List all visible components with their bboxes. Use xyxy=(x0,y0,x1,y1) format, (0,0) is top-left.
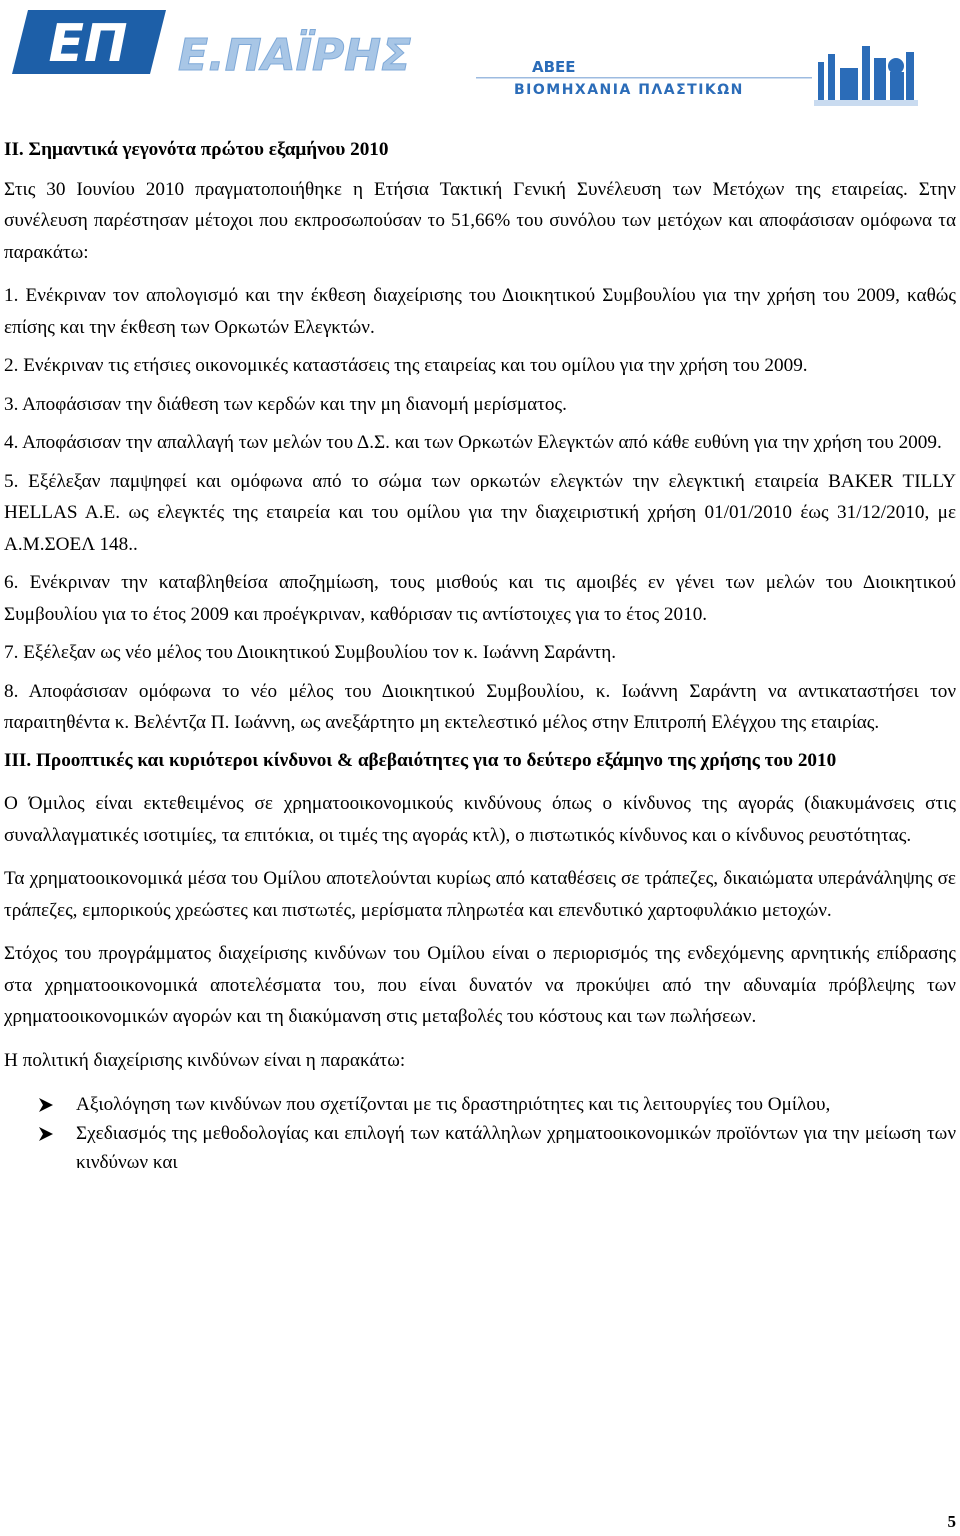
decision-item-1: 1. Ενέκριναν τον απολογισμό και την έκθεση διαχείρισης του Διοικητικού Συμβουλίου για την χρήση του 2009, καθώς επίσης και την έκθεση των Ορκωτών Ελεγκτών. xyxy=(4,285,956,338)
arrow-bullet-icon xyxy=(38,1097,54,1113)
logo-mark-text: ΕΠ xyxy=(48,14,128,74)
decision-item-2: 2. Ενέκριναν τις ετήσιες οικονομικές καταστάσεις της εταιρείας και του ομίλου για την χρήση του 2009. xyxy=(4,355,808,376)
brand-tagline: ΒΙΟΜΗΧΑΝΙΑ ΠΛΑΣΤΙΚΩΝ xyxy=(514,82,744,98)
section2-heading: ΙΙ. Σημαντικά γεγονότα πρώτου εξαμήνου 2010 xyxy=(4,139,389,160)
document-body xyxy=(4,134,956,1177)
decision-item-7: 7. Εξέλεξαν ως νέο μέλος του Διοικητικού Συμβουλίου τον κ. Ιωάννη Σαράντη. xyxy=(4,642,617,663)
section3-paragraph-3: Στόχος του προγράμματος διαχείρισης κινδύνων του Ομίλου είναι ο περιορισμός της ενδεχόμενης αρνητικής επίδρασης στα χρηματοοικονομικά αποτελέσματα του, που είναι δυνατόν να προκύψει από την αδυναμία πρόβλεψης των χρηματοοικονομικών αγορών και τη διακύμανση στις μεταβολές του κόστους και των πωλήσεων. xyxy=(4,943,956,1027)
section3-paragraph-2: Τα χρηματοοικονομικά μέσα του Ομίλου αποτελούνται κυρίως από καταθέσεις σε τράπεζες, δικαιώματα υπεράνάληψης σε τράπεζες, εμπορικούς χρεώστες και πιστωτές, μερίσματα πληρωτέα και επενδυτικό χαρτοφυλάκιο μετοχών. xyxy=(4,868,956,921)
ep-logo-icon xyxy=(10,6,168,78)
page-number: 5 xyxy=(947,1512,956,1531)
decision-item-8: 8. Αποφάσισαν ομόφωνα το νέο μέλος του Διοικητικού Συμβουλίου, κ. Ιωάννη Σαράντη να αντικαταστήσει τον παραιτηθέντα κ. Βελέντζα Π. Ιωάννη, ως ανεξάρτητο μη εκτελεστικό μέλος στην Επιτροπή Ελέγχου της εταιρίας. xyxy=(4,680,956,733)
list-item xyxy=(4,1119,956,1177)
risk-policy-item-2: Σχεδιασμός της μεθοδολογίας και επιλογή των κατάλληλων χρηματοοικονομικών προϊόντων για την μείωση των κινδύνων και xyxy=(76,1123,956,1173)
brand-logo xyxy=(176,28,816,98)
decision-item-6: 6. Ενέκριναν την καταβληθείσα αποζημίωση, τους μισθούς και τις αμοιβές εν γένει των μελών του Διοικητικού Συμβουλίου για το έτος 2009 και προέγκριναν, καθόρισαν τις αντίστοιχες για το έτος 2010. xyxy=(4,572,956,625)
arrow-bullet-icon xyxy=(38,1126,54,1142)
risk-policy-list xyxy=(4,1090,956,1177)
risk-policy-item-1: Αξιολόγηση των κινδύνων που σχετίζονται με τις δραστηριότητες και τις λειτουργίες του Ομίλου, xyxy=(76,1094,831,1115)
section2-intro: Στις 30 Ιουνίου 2010 πραγματοποιήθηκε η Ετήσια Τακτική Γενική Συνέλευση των Μετόχων της εταιρείας. Στην συνέλευση παρέστησαν μέτοχοι που εκπροσωπούσαν το 51,66% του συνόλου των μετόχων και αποφάσισαν ομόφωνα τα παρακάτω: xyxy=(4,178,956,263)
section3-paragraph-4: Η πολιτική διαχείρισης κινδύνων είναι η παρακάτω: xyxy=(4,1049,406,1071)
section3-paragraph-1: Ο Όμιλος είναι εκτεθειμένος σε χρηματοοικονομικούς κινδύνους όπως ο κίνδυνος της αγοράς (διακυμάνσεις στις συναλλαγματικές ισοτιμίες, τα επιτόκια, οι τιμές της αγοράς κτλ), ο πιστωτικός κίνδυνος και ο κίνδυνος ρευστότητας. xyxy=(4,793,956,846)
brand-suffix: ΑΒΕΕ xyxy=(532,58,576,76)
decision-item-5: 5. Εξέλεξαν παμψηφεί και ομόφωνα από το σώμα των ορκωτών ελεγκτών την ελεγκτική εταιρεία BAKER TILLY HELLAS A.E. ως ελεγκτές της εταιρεία και του ομίλου για την διαχειριστική χρήση 01/01/2010 έως 31/12/2010, με Α.Μ.ΣΟΕΛ 148.. xyxy=(4,470,956,555)
list-item xyxy=(4,1090,956,1119)
factory-icon xyxy=(812,28,920,112)
decision-item-4: 4. Αποφάσισαν την απαλλαγή των μελών του Δ.Σ. και των Ορκωτών Ελεγκτών από κάθε ευθύνη για την χρήση του 2009. xyxy=(4,432,942,453)
section3-heading: ΙΙΙ. Προοπτικές και κυριότεροι κίνδυνοι & αβεβαιότητες για το δεύτερο εξάμηνο της χρήσης του 2010 xyxy=(4,749,837,771)
brand-name: Ε.ΠΑΪΡΗΣ xyxy=(178,30,412,81)
decision-item-3: 3. Αποφάσισαν την διάθεση των κερδών και την μη διανομή μερίσματος. xyxy=(4,393,567,415)
document-header xyxy=(0,0,960,118)
